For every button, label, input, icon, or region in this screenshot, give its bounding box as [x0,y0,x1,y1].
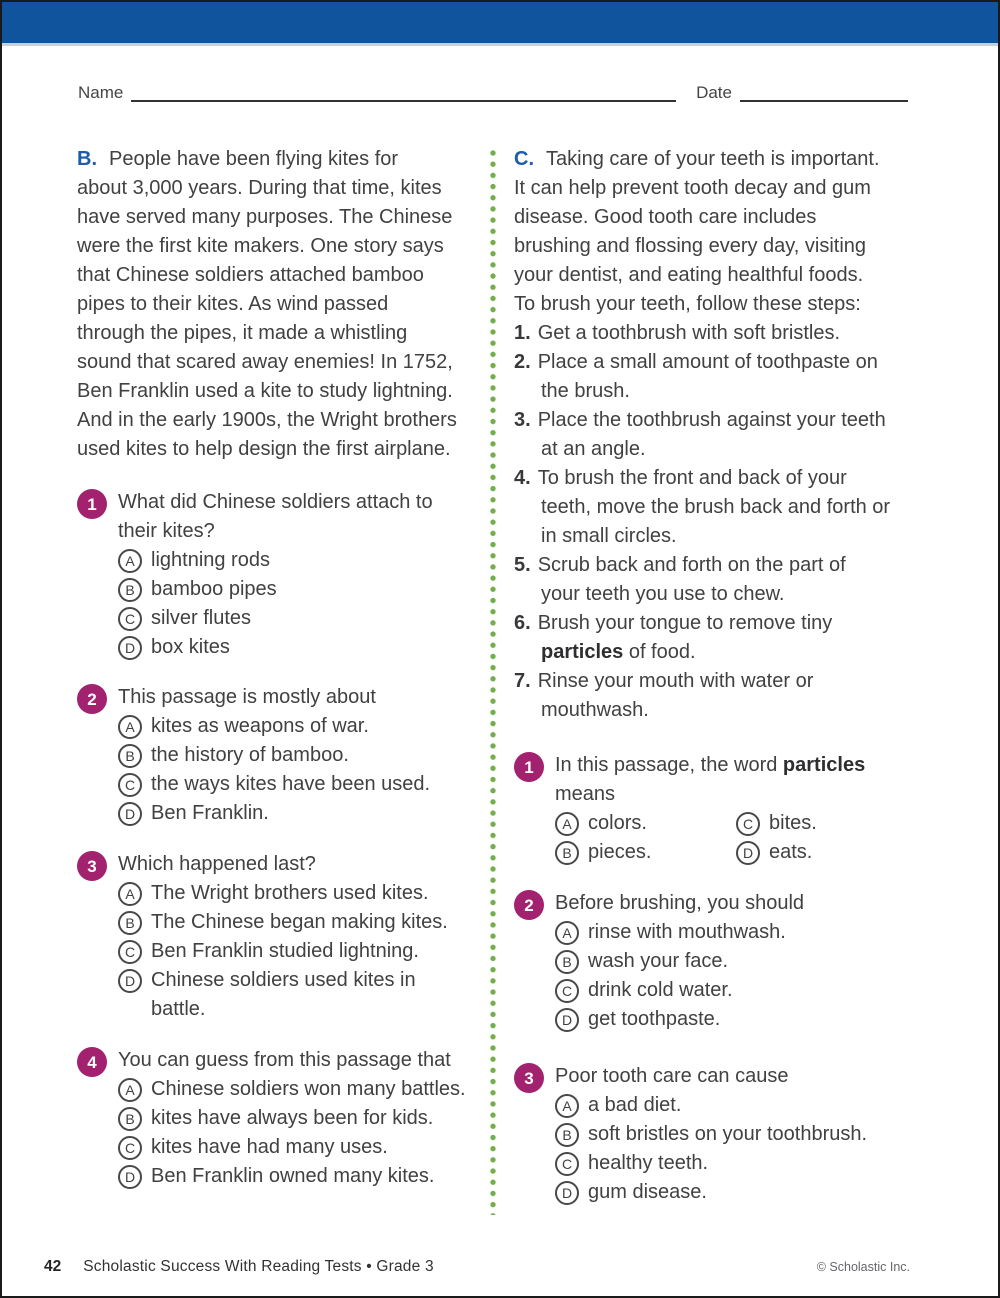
option-letter-bubble[interactable]: D [118,802,142,826]
answer-option[interactable] [118,799,430,828]
question-prompt: their kites? [118,520,215,542]
question-number-badge: 2 [77,684,107,714]
book-title: Scholastic Success With Reading Tests • Grade 3 [83,1258,434,1275]
step-item: 5. Scrub back and forth on the part of your teeth you use to chew. [514,554,846,605]
left-column [77,145,481,1191]
passage-line: that Chinese soldiers attached bamboo [77,264,424,286]
option-letter-bubble[interactable]: B [555,1123,579,1147]
answer-option[interactable] [555,1149,867,1178]
question-prompt: Before brushing, you should [555,892,805,914]
option-letter-bubble[interactable]: A [118,549,142,573]
question-number-badge: 1 [77,489,107,519]
question-number-badge: 4 [77,1047,107,1077]
name-label: Name [78,83,124,102]
answer-option[interactable] [555,838,736,867]
name-date-row [78,80,908,103]
step-item: 1. Get a toothbrush with soft bristles. [514,322,841,344]
option-text: colors. [588,812,647,834]
question-number-badge: 2 [514,890,544,920]
option-letter-bubble[interactable]: B [118,578,142,602]
passage-line: Taking care of your teeth is important. [546,148,880,170]
answer-option[interactable] [118,712,430,741]
option-letter-bubble[interactable]: D [555,1181,579,1205]
question-prompt: What did Chinese soldiers attach to [118,491,433,513]
option-text: eats. [769,841,813,863]
option-text: kites have had many uses. [151,1136,388,1158]
option-letter-bubble[interactable]: A [118,1078,142,1102]
option-text: Ben Franklin owned many kites. [151,1165,435,1187]
option-letter-bubble[interactable]: B [555,841,579,865]
option-text: silver flutes [151,607,252,629]
passage-b-label: B. [77,148,97,170]
step-number: 1. [514,322,531,344]
answer-option[interactable] [118,575,433,604]
answer-option[interactable] [118,966,448,1024]
option-text: Chinese soldiers used kites in battle. [151,969,416,1020]
answer-option[interactable] [555,809,736,838]
bold-vocab-word: particles [782,754,866,776]
answer-option[interactable] [118,879,448,908]
option-letter-bubble[interactable]: A [555,812,579,836]
header-bar [2,2,998,46]
question-prompt: You can guess from this passage that [118,1049,451,1071]
option-letter-bubble[interactable]: D [118,1165,142,1189]
answer-option[interactable] [118,546,433,575]
option-letter-bubble[interactable]: D [118,969,142,993]
passage-c [514,145,926,725]
answer-option[interactable] [555,976,804,1005]
passage-line: have served many purposes. The Chinese [77,206,453,228]
option-letter-bubble[interactable]: D [555,1008,579,1032]
passage-line: were the first kite makers. One story says [77,235,444,257]
option-text: Chinese soldiers won many battles. [151,1078,466,1100]
answer-option[interactable] [736,838,812,867]
answer-option[interactable] [555,1091,867,1120]
option-letter-bubble[interactable]: C [118,940,142,964]
step-number: 3. [514,409,531,431]
answer-option[interactable] [118,741,430,770]
question-number-badge: 3 [77,851,107,881]
step-number: 6. [514,612,531,634]
option-text: kites as weapons of war. [151,715,369,737]
passage-line: And in the early 1900s, the Wright brothers [77,409,457,431]
passage-line: sound that scared away enemies! In 1752, [77,351,453,373]
option-letter-bubble[interactable]: A [118,882,142,906]
option-text: Ben Franklin. [151,802,269,824]
option-letter-bubble[interactable]: C [118,773,142,797]
name-input-line[interactable] [131,80,676,102]
passage-line: Ben Franklin used a kite to study lightning. [77,380,453,402]
passage-line: about 3,000 years. During that time, kites [77,177,442,199]
option-text: drink cold water. [588,979,733,1001]
copyright-notice: © Scholastic Inc. [816,1260,910,1274]
right-column [514,145,926,1207]
step-number: 2. [514,351,531,373]
page-footer [2,1258,998,1276]
passage-line: pipes to their kites. As wind passed [77,293,389,315]
option-text: bamboo pipes [151,578,277,600]
passage-b [77,145,481,464]
step-number: 5. [514,554,531,576]
answer-option[interactable] [118,1104,466,1133]
question-c2 [514,889,926,1034]
question-prompt: In this passage, the word particles [555,754,866,776]
question-c3 [514,1062,926,1207]
option-letter-bubble[interactable]: D [118,636,142,660]
passage-line: It can help prevent tooth decay and gum [514,177,871,199]
step-number: 4. [514,467,531,489]
date-label: Date [696,83,732,102]
answer-option[interactable] [118,633,433,662]
answer-option[interactable] [118,770,430,799]
answer-option[interactable] [118,604,433,633]
passage-line: through the pipes, it made a whistling [77,322,408,344]
option-text: lightning rods [151,549,270,571]
option-letter-bubble[interactable]: C [555,979,579,1003]
option-text: kites have always been for kids. [151,1107,434,1129]
question-b1 [77,488,481,662]
step-item: 2. Place a small amount of toothpaste on the brush. [514,351,878,402]
answer-option[interactable] [118,908,448,937]
option-text: wash your face. [588,950,729,972]
question-b3 [77,850,481,1024]
step-number: 7. [514,670,531,692]
passage-line: To brush your teeth, follow these steps: [514,293,861,315]
option-text: pieces. [588,841,652,863]
question-b4 [77,1046,481,1191]
bold-vocab-word: particles [541,641,624,663]
question-number-badge: 1 [514,752,544,782]
option-text: bites. [769,812,817,834]
option-text: box kites [151,636,230,658]
option-letter-bubble[interactable]: A [118,715,142,739]
question-b2 [77,683,481,828]
answer-option[interactable] [736,809,817,838]
answer-option[interactable] [118,1133,466,1162]
option-text: gum disease. [588,1181,707,1203]
option-letter-bubble[interactable]: A [555,921,579,945]
option-letter-bubble[interactable]: C [118,1136,142,1160]
answer-option[interactable] [555,1178,867,1207]
option-letter-bubble[interactable]: C [736,812,760,836]
step-item: 7. Rinse your mouth with water or mouthwash. [514,670,814,721]
passage-line: brushing and flossing every day, visiting [514,235,867,257]
question-prompt: means [555,783,616,805]
option-text: soft bristles on your toothbrush. [588,1123,868,1145]
question-prompt: This passage is mostly about [118,686,376,708]
option-text: healthy teeth. [588,1152,709,1174]
step-item: 3. Place the toothbrush against your teeth at an angle. [514,409,886,460]
date-input-line[interactable] [740,80,908,102]
passage-c-label: C. [514,148,534,170]
answer-option[interactable] [118,1075,466,1104]
answer-option[interactable] [555,947,804,976]
step-item: 4. To brush the front and back of your teeth, move the brush back and forth or in small circles. [514,467,891,547]
option-text: The Chinese began making kites. [151,911,448,933]
option-letter-bubble[interactable]: C [555,1152,579,1176]
option-text: get toothpaste. [588,1008,721,1030]
option-letter-bubble[interactable]: B [555,950,579,974]
passage-line: your dentist, and eating healthful foods. [514,264,864,286]
option-letter-bubble[interactable]: C [118,607,142,631]
option-text: the history of bamboo. [151,744,349,766]
option-text: The Wright brothers used kites. [151,882,429,904]
answer-option[interactable] [118,937,448,966]
passage-line: disease. Good tooth care includes [514,206,817,228]
option-letter-bubble[interactable]: B [118,911,142,935]
answer-option[interactable] [118,1162,466,1191]
option-text: a bad diet. [588,1094,682,1116]
step-item: 6. Brush your tongue to remove tiny particles of food. [514,612,833,663]
option-letter-bubble[interactable]: D [736,841,760,865]
option-text: Ben Franklin studied lightning. [151,940,419,962]
question-number-badge: 3 [514,1063,544,1093]
answer-option[interactable] [555,918,804,947]
page-number: 42 [44,1258,62,1275]
answer-option[interactable] [555,1005,804,1034]
question-prompt: Poor tooth care can cause [555,1065,789,1087]
question-prompt: Which happened last? [118,853,316,875]
question-c1 [514,751,926,867]
answer-option[interactable] [555,1120,867,1149]
option-text: rinse with mouthwash. [588,921,786,943]
passage-line: People have been flying kites for [109,148,399,170]
passage-line: used kites to help design the first airplane. [77,438,451,460]
option-letter-bubble[interactable]: B [118,1107,142,1131]
option-text: the ways kites have been used. [151,773,431,795]
option-letter-bubble[interactable]: B [118,744,142,768]
option-letter-bubble[interactable]: A [555,1094,579,1118]
dotted-column-divider [490,149,498,1215]
